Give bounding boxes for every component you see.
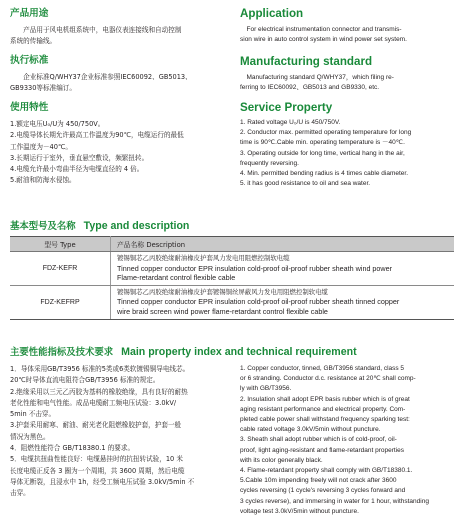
en-requirement-line: aging resistant performance and electrical property. Com- bbox=[240, 405, 406, 413]
en-requirement-line: cable rated voltage 3.0kV/5min without puncture. bbox=[240, 426, 381, 434]
description-en: Flame-retardant control flexible cable bbox=[117, 273, 236, 283]
en-property-line: time is 90℃.Cable min. operating temperature is －40℃. bbox=[240, 139, 405, 147]
en-application-section bbox=[240, 7, 454, 45]
en-requirement-line: or 6 stranding. Conductor d.c. resistance at 20℃ shall comp- bbox=[240, 375, 416, 383]
description-cn: 镀锡铜芯乙丙胶绝缘耐油橡皮护套镀锡铜丝屏蔽风力发电用阻燃控制软电缆 bbox=[117, 287, 328, 296]
cn-requirement-line: 长度电缆正反各 3 圈为一个周期，共 3600 周期，然后电缆 bbox=[10, 466, 185, 475]
cn-requirement-line: 5min 不击穿。 bbox=[10, 410, 56, 419]
cn-application-section bbox=[10, 8, 232, 48]
en-property-line: 5. it has good resistance to oil and sea water. bbox=[240, 180, 371, 188]
requirements-title-cn: 主要性能指标及技术要求 bbox=[10, 347, 114, 358]
description-en: Tinned copper conductor EPR insulation cold-proof oil-proof rubber sheath wind power bbox=[117, 263, 393, 273]
en-property-line: frequently reversing. bbox=[240, 159, 299, 167]
en-property-line: 1. Rated voltage U₀/U is 450/750V. bbox=[240, 119, 341, 126]
cn-requirement-line: 2.绝缘采用以三元乙丙胶为基料的橡胶绝缘，具有良好的耐热 bbox=[10, 387, 188, 396]
cn-requirement-line: 情况为黑色。 bbox=[10, 432, 50, 441]
cn-requirement-line: 3.护套采用耐寒、耐油、耐光老化阻燃橡胶护套，护套一般 bbox=[10, 421, 182, 430]
types-title-en: Type and description bbox=[83, 220, 190, 232]
description-cell bbox=[111, 285, 455, 319]
en-property-title: Service Property bbox=[240, 101, 333, 114]
en-requirement-line: pleted cable power shall withstand frequency sparking test: bbox=[240, 416, 410, 424]
description-en: wire braid screen wind power flame-retardant control flexible cable bbox=[117, 306, 328, 316]
en-standard-line: ferring to IEC60092、GB5013 and GB9330, etc. bbox=[240, 84, 380, 92]
table-row bbox=[10, 252, 454, 286]
cn-standard-line: GB9330等标准编订。 bbox=[10, 84, 76, 93]
en-requirement-line: voltage test 3.0kV/5min without puncture. bbox=[240, 507, 359, 515]
description-cell bbox=[111, 252, 455, 286]
en-requirement-line: 4. Flame-retardant property shall comply with GB/T18380.1. bbox=[240, 467, 413, 475]
cn-requirement-line: 5．电缆抗扭曲性能良好：电缆悬挂时的抗扭转试验，10 米 bbox=[10, 455, 183, 464]
cn-property-section bbox=[10, 102, 232, 187]
cn-property-line: 1.额定电压U₀/U为 450/750V。 bbox=[10, 120, 105, 128]
en-requirement-line: proof, light aging-resistant and flame-retardant properties bbox=[240, 446, 405, 454]
description-cn: 镀锡铜芯乙丙胶绝缘耐油橡皮护套风力发电用阻燃控制软电缆 bbox=[117, 254, 290, 262]
en-application-line: sion wire in auto control system in wind power set system. bbox=[240, 36, 407, 44]
cn-property-line: 3.长期运行于室外，垂直悬空敷设，频繁扭转。 bbox=[10, 153, 149, 162]
cn-requirement-line: 老化性能和电气性能。成品电缆耐工频电压试验：3.0kV/ bbox=[10, 398, 177, 407]
en-property-line: 3. Operating outside for long time, vertical hang in the air, bbox=[240, 149, 405, 157]
type-cell: FDZ-KEFR bbox=[10, 252, 111, 286]
en-requirement-line: 3. Sheath shall adopt rubber which is of cold-proof, oil- bbox=[240, 436, 397, 444]
en-requirements-body bbox=[240, 364, 454, 517]
en-requirement-line: with its color generally black. bbox=[240, 456, 323, 464]
cn-standard-section bbox=[10, 55, 232, 95]
cn-application-line: 产品用于风电机组系统中，电器仪表连接线和自动控制 bbox=[10, 26, 182, 34]
requirements-heading bbox=[10, 344, 357, 358]
en-requirement-line: 5.Cable 10m impending freely will not crack after 3600 bbox=[240, 477, 397, 485]
type-cell: FDZ-KEFRP bbox=[10, 285, 111, 319]
cn-application-title: 产品用途 bbox=[10, 8, 49, 19]
cn-property-line: 5.耐油和防海水侵蚀。 bbox=[10, 176, 76, 185]
en-requirement-line: ly with GB/T3956. bbox=[240, 385, 292, 393]
en-application-title: Application bbox=[240, 7, 304, 20]
en-property-line: 4. Min. permitted bending radius is 4 times cable diameter. bbox=[240, 170, 409, 178]
type-table bbox=[10, 236, 454, 320]
requirements-title-en: Main property index and technical requirement bbox=[121, 346, 357, 358]
cn-standard-title: 执行标准 bbox=[10, 55, 49, 66]
cn-standard-line: 企业标准Q/WHY37企业标准参照IEC60092、GB5013、 bbox=[10, 73, 192, 81]
cn-application-line: 系统的传输线。 bbox=[10, 37, 57, 46]
types-heading bbox=[10, 218, 189, 232]
cn-requirement-line: 20℃时导体直流电阻符合GB/T3956 标准的规定。 bbox=[10, 376, 160, 385]
table-row bbox=[10, 285, 454, 319]
type-table-header bbox=[10, 237, 454, 252]
en-requirement-line: cycles reversing (1 cycle's reversing 3 cycles forward and bbox=[240, 487, 406, 495]
cn-property-line: 2.电缆导体长期允许最高工作温度为90℃，电缆运行的最低 bbox=[10, 131, 184, 140]
en-requirement-line: 1. Copper conductor, tinned, GB/T3956 standard, class 5 bbox=[240, 365, 405, 372]
description-column-header: 产品名称 Description bbox=[111, 237, 455, 252]
types-title-cn: 基本型号及名称 bbox=[10, 221, 76, 232]
description-en: Tinned copper conductor EPR insulation cold-proof oil-proof rubber sheath tinned copper bbox=[117, 297, 400, 307]
cn-requirements-body bbox=[10, 364, 232, 500]
cn-requirement-line: 1．导体采用GB/T3956 标准的5类或6类软镀锡铜导电线芯。 bbox=[10, 365, 190, 373]
cn-property-title: 使用特性 bbox=[10, 102, 49, 113]
cn-requirement-line: 击穿。 bbox=[10, 489, 30, 498]
cn-property-line: 4.电缆允许最小弯曲半径为电缆直径的 4 倍。 bbox=[10, 165, 144, 174]
cn-requirement-line: 导体无断裂，且浸水中 1h，经受工频电压试验 3.0kV/5min 不 bbox=[10, 477, 195, 486]
cn-requirement-line: 4．阻燃性能符合 GB/T18380.1 的要求。 bbox=[10, 444, 135, 453]
en-property-section bbox=[240, 101, 454, 189]
en-standard-title: Manufacturing standard bbox=[240, 55, 373, 68]
cn-property-line: 工作温度为－40℃。 bbox=[10, 142, 72, 151]
type-column-header: 型号 Type bbox=[10, 237, 111, 252]
en-standard-line: Manufacturing standard Q/WHY37，which filing re- bbox=[240, 74, 394, 81]
en-property-line: 2. Conductor max. permitted operating temperature for long bbox=[240, 129, 412, 137]
en-standard-section bbox=[240, 55, 454, 93]
en-requirement-line: 3 cycles reverse), and immersing in water for 1 hour, withstanding bbox=[240, 497, 429, 505]
en-requirement-line: 2. Insulation shall adopt EPR basis rubber which is of great bbox=[240, 395, 410, 403]
en-application-line: For electrical instrumentation connector and transmis- bbox=[240, 26, 402, 33]
